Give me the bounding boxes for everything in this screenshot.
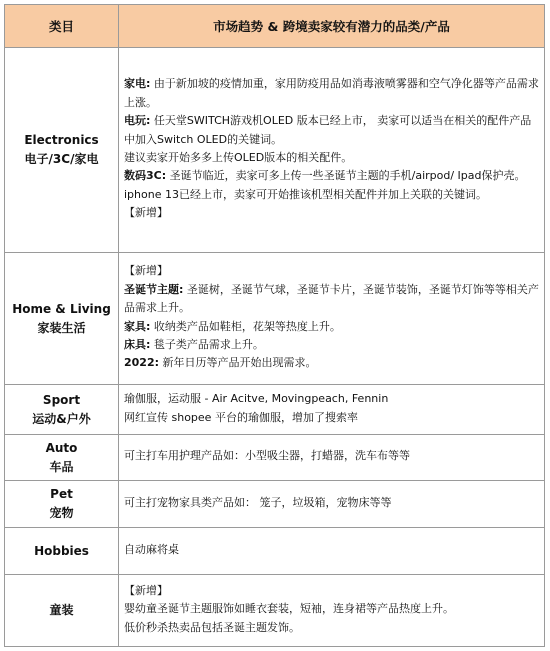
table-row <box>5 435 545 481</box>
category-cell <box>5 435 119 481</box>
table-header-row <box>5 5 545 48</box>
category-label: 车品 <box>49 459 74 474</box>
detail-line: 建议卖家开始多多上传OLED版本的相关配件。 <box>124 151 353 164</box>
detail-line: 可主打宠物家具类产品如： 笼子，垃圾箱，宠物床等等 <box>124 495 392 509</box>
detail-line: 床具: 毯子类产品需求上升。 <box>124 337 264 351</box>
detail-cell <box>119 575 545 647</box>
detail-line: 数码3C: 圣诞节临近，卖家可多上传一些圣诞节主题的手机/airpod/ Ipad保护壳。 <box>124 169 526 183</box>
category-label: Pet <box>50 487 73 501</box>
trend-table <box>4 4 545 647</box>
category-label: 宠物 <box>49 506 74 520</box>
new-tag: 【新增】 <box>124 264 168 278</box>
detail-cell <box>119 435 545 481</box>
detail-cell <box>119 528 545 575</box>
detail-cell <box>119 385 545 435</box>
detail-line: 瑜伽服，运动服 - Air Acitve, Movingpeach, Fennin <box>124 392 389 406</box>
category-cell <box>5 575 119 647</box>
detail-cell <box>119 48 545 253</box>
table-row <box>5 528 545 575</box>
new-tag: 【新增】 <box>124 206 168 220</box>
detail-line: 可主打车用护理产品如：小型吸尘器，打蜡器，洗车布等等 <box>124 449 410 463</box>
detail-cell <box>119 253 545 385</box>
category-label: Electronics <box>24 133 99 147</box>
category-label: Auto <box>45 440 78 455</box>
category-label: 运动&户外 <box>32 411 91 426</box>
table-row <box>5 385 545 435</box>
category-cell <box>5 253 119 385</box>
header-category: 类目 <box>5 5 119 48</box>
category-label: 童装 <box>49 603 74 617</box>
new-tag: 【新增】 <box>124 583 168 597</box>
detail-line: 低价秒杀热卖品包括圣诞主题发饰。 <box>124 620 300 634</box>
header-trends: 市场趋势 & 跨境卖家较有潜力的品类/产品 <box>119 5 545 48</box>
category-cell <box>5 385 119 435</box>
category-cell <box>5 48 119 253</box>
detail-cell <box>119 481 545 528</box>
detail-line: 婴幼童圣诞节主题服饰如睡衣套装，短袖，连身裙等产品热度上升。 <box>124 602 454 616</box>
category-label: Sport <box>42 392 81 407</box>
table-row <box>5 575 545 647</box>
category-cell <box>5 481 119 528</box>
detail-line: 圣诞节主题: 圣诞树，圣诞节气球，圣诞节卡片，圣诞节装饰，圣诞节灯饰等等相关产品需求上升。 <box>124 282 539 315</box>
detail-line: iphone 13已经上市，卖家可开始推该机型相关配件并加上关联的关键词。 <box>124 187 487 201</box>
detail-line: 2022: 新年日历等产品开始出现需求。 <box>124 356 317 370</box>
table-row <box>5 48 545 253</box>
table-row <box>5 481 545 528</box>
detail-line: 家电: 由于新加坡的疫情加重，家用防疫用品如消毒液喷雾器和空气净化器等产品需求上涨。 <box>124 77 539 109</box>
category-label: Hobbies <box>34 543 89 558</box>
detail-line: 电玩: 任天堂SWITCH游戏机OLED 版本已经上市， 卖家可以适当在相关的配件产品中加入Switch OLED的关键词。 <box>124 114 532 146</box>
detail-line: 家具: 收纳类产品如鞋柜，花架等热度上升。 <box>124 319 341 333</box>
table-row <box>5 253 545 385</box>
detail-line: 自动麻将桌 <box>124 542 179 556</box>
detail-line: 网红宣传 shopee 平台的瑜伽服，增加了搜索率 <box>124 410 358 424</box>
category-label: 家装生活 <box>37 320 86 335</box>
category-label: 电子/3C/家电 <box>24 152 99 166</box>
category-cell <box>5 528 119 575</box>
category-label: Home & Living <box>12 301 111 316</box>
